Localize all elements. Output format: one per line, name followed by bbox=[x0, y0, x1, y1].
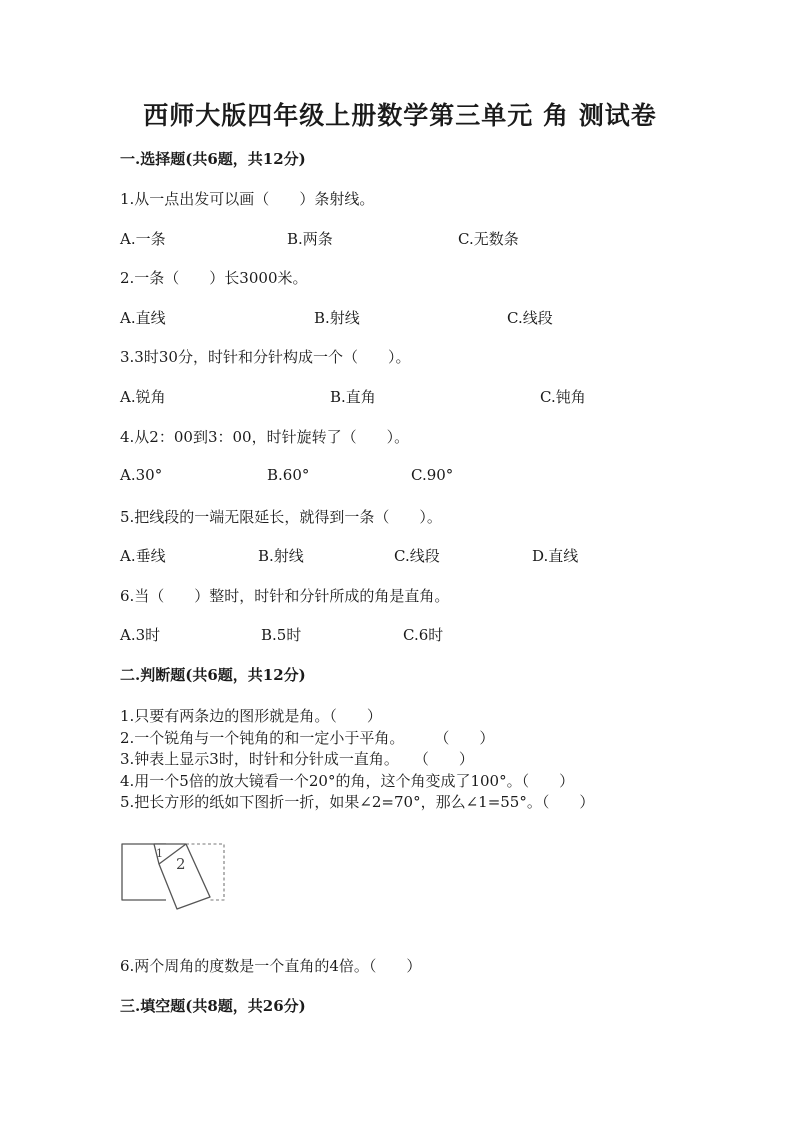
option: C.线段 bbox=[507, 309, 553, 327]
option: B.射线 bbox=[314, 309, 360, 327]
judge-item-4: 4.用一个5倍的放大镜看一个20°的角，这个角变成了100°。（ ） bbox=[120, 771, 575, 790]
choice-options-1 bbox=[120, 228, 740, 250]
choice-question-3: 3.3时30分，时针和分针构成一个（ ）。 bbox=[120, 348, 411, 366]
section-fill-heading: 三.填空题(共8题，共26分) bbox=[120, 997, 306, 1015]
judge-item-1: 1.只要有两条边的图形就是角。（ ） bbox=[120, 707, 382, 725]
option: C.无数条 bbox=[458, 230, 519, 248]
choice-question-1: 1.从一点出发可以画（ ）条射线。 bbox=[120, 190, 375, 208]
option: C.90° bbox=[411, 466, 454, 484]
angle-label-2: 2 bbox=[176, 855, 186, 873]
judge-item-6: 6.两个周角的度数是一个直角的4倍。（ ） bbox=[120, 957, 422, 975]
choice-question-4: 4.从2：00到3：00，时针旋转了（ ）。 bbox=[120, 428, 410, 446]
judge-item-3: 3.钟表上显示3时，时针和分针成一直角。 （ ） bbox=[120, 750, 474, 768]
option: C.线段 bbox=[394, 547, 440, 565]
judge-item-5: 5.把长方形的纸如下图折一折，如果∠2=70°，那么∠1=55°。（ ） bbox=[120, 793, 595, 811]
option: B.两条 bbox=[287, 230, 333, 248]
section-choice-heading: 一.选择题(共6题，共12分) bbox=[120, 150, 306, 168]
section-judge-heading: 二.判断题(共6题，共12分) bbox=[120, 666, 306, 684]
option: A.锐角 bbox=[120, 388, 166, 406]
option: B.5时 bbox=[261, 626, 302, 644]
option: C.6时 bbox=[403, 626, 444, 644]
option: B.直角 bbox=[330, 388, 376, 406]
angle-label-1: 1 bbox=[156, 847, 163, 860]
folded-rectangle-figure bbox=[120, 840, 226, 912]
option: D.直线 bbox=[532, 547, 579, 565]
option: B.60° bbox=[267, 466, 310, 484]
choice-options-3 bbox=[120, 386, 740, 408]
judge-list bbox=[120, 706, 594, 814]
option: C.钝角 bbox=[540, 388, 586, 406]
option: A.3时 bbox=[120, 626, 161, 644]
option: A.直线 bbox=[120, 309, 166, 327]
option: A.30° bbox=[120, 466, 163, 484]
choice-question-5: 5.把线段的一端无限延长，就得到一条（ ）。 bbox=[120, 508, 442, 526]
option: A.一条 bbox=[120, 230, 166, 248]
page-title: 西师大版四年级上册数学第三单元 角 测试卷 bbox=[143, 101, 657, 130]
option: B.射线 bbox=[258, 547, 304, 565]
choice-options-2 bbox=[120, 307, 740, 329]
choice-options-6 bbox=[120, 624, 740, 646]
option: A.垂线 bbox=[120, 547, 166, 565]
choice-options-4 bbox=[120, 466, 740, 488]
choice-question-6: 6.当（ ）整时，时针和分针所成的角是直角。 bbox=[120, 587, 450, 605]
choice-options-5 bbox=[120, 545, 740, 567]
judge-item-2: 2.一个锐角与一个钝角的和一定小于平角。 （ ） bbox=[120, 728, 495, 747]
choice-question-2: 2.一条（ ）长3000米。 bbox=[120, 269, 308, 287]
